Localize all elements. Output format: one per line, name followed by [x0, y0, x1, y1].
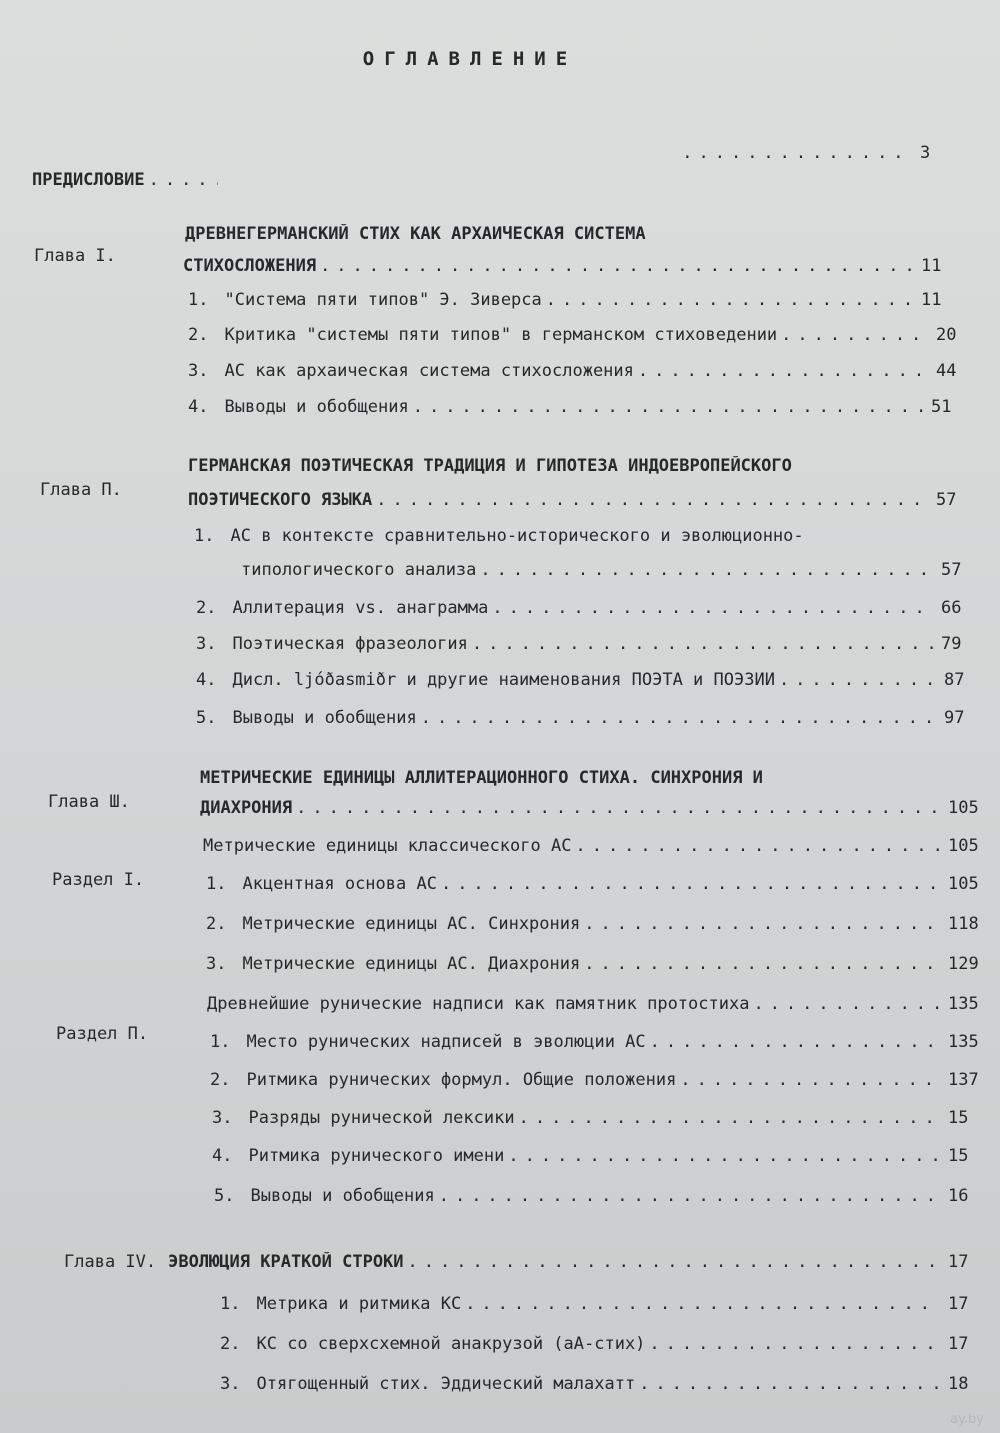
leader-dots	[584, 914, 940, 934]
toc-entry: 5. Выводы и обобщения ..... 16	[214, 1186, 1000, 1206]
toc-entry: 1. Акцентная основа АС ..... 105	[206, 874, 1000, 894]
leader-dots	[508, 1146, 940, 1166]
leader-dots	[575, 836, 940, 856]
page-number: 105	[948, 874, 979, 894]
page-title: ОГЛАВЛЕНИЕ	[362, 48, 578, 70]
toc-entry: 2. Аллитерация vs. анаграмма ..... 66	[196, 598, 993, 618]
toc-entry: типологического анализа ..... 57	[241, 560, 993, 580]
chapter-label: Глава I.	[34, 246, 116, 266]
chapter-label: Глава П.	[40, 480, 122, 500]
toc-entry: 5. Выводы и обобщения ..... 97	[196, 708, 996, 728]
leader-dots	[584, 954, 940, 974]
chapter-label: Глава IV.	[64, 1252, 157, 1272]
toc-entry: 4. Ритмика рунического имени ..... 15	[212, 1146, 1000, 1166]
toc-entry: ДИАХРОНИЯ ..... 105	[200, 798, 1000, 818]
toc-entry: Глава IV. ЭВОЛЮЦИЯ КРАТКОЙ СТРОКИ ..... 17	[64, 1252, 1000, 1272]
leader-dots	[296, 798, 940, 818]
toc-entry: 3. АС как архаическая система стихосложения ..... 44	[188, 361, 988, 381]
page-number: 137	[948, 1070, 979, 1090]
leader-dots	[680, 1070, 940, 1090]
leader-dots	[546, 290, 913, 310]
toc-entry-preface	[32, 143, 972, 163]
section-label: Раздел П.	[56, 1024, 149, 1044]
page-number: 57	[936, 490, 957, 510]
page-number: 129	[948, 954, 979, 974]
toc-entry: Метрические единицы классического АС ..... 105	[203, 836, 1000, 856]
leader-dots	[465, 1294, 940, 1314]
page-number: 3	[920, 143, 931, 163]
chapter-title: МЕТРИЧЕСКИЕ ЕДИНИЦЫ АЛЛИТЕРАЦИОННОГО СТИХА. СИНХРОНИЯ И	[200, 768, 763, 788]
toc-entry: 3. Метрические единицы АС. Диахрония ..... 129	[206, 954, 1000, 974]
leader-dots	[408, 1252, 940, 1272]
page-number: 135	[948, 994, 979, 1014]
page-number: 105	[948, 836, 979, 856]
leader-dots	[682, 143, 912, 163]
leader-dots	[480, 560, 933, 580]
toc-entry: 4. Выводы и обобщения ..... 51	[188, 397, 983, 417]
leader-dots	[376, 490, 928, 510]
page-number: 17	[948, 1334, 969, 1354]
toc-entry: СТИХОСЛОЖЕНИЯ ..... 11	[183, 256, 973, 276]
page-number: 79	[941, 634, 962, 654]
page-number: 105	[948, 798, 979, 818]
toc-entry: 3. Разряды рунической лексики ..... 15	[212, 1108, 1000, 1128]
page-number: 44	[936, 361, 957, 381]
chapter-title: ГЕРМАНСКАЯ ПОЭТИЧЕСКАЯ ТРАДИЦИЯ И ГИПОТЕЗА ИНДОЕВРОПЕЙСКОГО	[188, 456, 792, 476]
toc-entry: 3. Отягощенный стих. Эддический малахатт ..... 18	[220, 1374, 1000, 1394]
page-number: 17	[948, 1252, 969, 1272]
section-label: Раздел I.	[52, 870, 145, 890]
leader-dots	[638, 361, 928, 381]
leader-dots	[149, 170, 218, 190]
toc-entry: 2. КС со сверхсхемной анакрузой (аА-стих) ..... 17	[220, 1334, 1000, 1354]
toc-entry-preface-title	[32, 170, 222, 190]
page-number: 57	[941, 560, 962, 580]
watermark: ay.by	[950, 1412, 984, 1427]
leader-dots	[639, 1374, 940, 1394]
leader-dots	[492, 598, 933, 618]
toc-entry: 3. Поэтическая фразеология ..... 79	[196, 634, 993, 654]
leader-dots	[779, 670, 936, 690]
page-number: 51	[931, 397, 952, 417]
page-number: 17	[948, 1294, 969, 1314]
toc-entry: 1. АС в контексте сравнительно-исторического и эволюционно-	[194, 526, 804, 546]
leader-dots	[439, 1186, 940, 1206]
page-number: 15	[948, 1146, 969, 1166]
chapter-label: Глава Ш.	[48, 792, 130, 812]
page-number: 18	[948, 1374, 969, 1394]
page-number: 135	[948, 1032, 979, 1052]
toc-entry: 2. Метрические единицы АС. Синхрония ..... 118	[206, 914, 1000, 934]
page-number: 118	[948, 914, 979, 934]
page-number: 11	[921, 256, 942, 276]
toc-entry: 1. "Система пяти типов" Э. Зиверса ..... 11	[188, 290, 973, 310]
toc-entry: 4. Дисл. ljóðasmiðr и другие наименования ПОЭТА и ПОЭЗИИ ..... 87	[196, 670, 996, 690]
leader-dots	[650, 1032, 940, 1052]
leader-dots	[441, 874, 940, 894]
toc-entry: 1. Место рунических надписей в эволюции АС ..... 135	[210, 1032, 1000, 1052]
toc-entry: ПОЭТИЧЕСКОГО ЯЗЫКА ..... 57	[188, 490, 988, 510]
leader-dots	[753, 994, 940, 1014]
leader-dots	[413, 397, 923, 417]
leader-dots	[320, 256, 913, 276]
page-number: 66	[941, 598, 962, 618]
leader-dots	[781, 325, 928, 345]
toc-entry: Древнейшие рунические надписи как памятник протостиха ..... 135	[207, 994, 1000, 1014]
page-number: 15	[948, 1108, 969, 1128]
leader-dots	[519, 1108, 940, 1128]
toc-entry: 2. Критика "системы пяти типов" в германском стиховедении ..... 20	[188, 325, 988, 345]
toc-entry: 2. Ритмика рунических формул. Общие положения ..... 137	[210, 1070, 1000, 1090]
page-number: 87	[944, 670, 965, 690]
page-number: 16	[948, 1186, 969, 1206]
leader-dots	[421, 708, 936, 728]
toc-entry: 1. Метрика и ритмика КС ..... 17	[220, 1294, 1000, 1314]
page-number: 11	[921, 290, 942, 310]
page-number: 97	[944, 708, 965, 728]
chapter-title: ДРЕВНЕГЕРМАНСКИЙ СТИХ КАК АРХАИЧЕСКАЯ СИСТЕМА	[185, 224, 646, 244]
entry-text: ПРЕДИСЛОВИЕ	[32, 170, 145, 190]
leader-dots	[649, 1334, 940, 1354]
page-number: 20	[936, 325, 957, 345]
leader-dots	[472, 634, 933, 654]
